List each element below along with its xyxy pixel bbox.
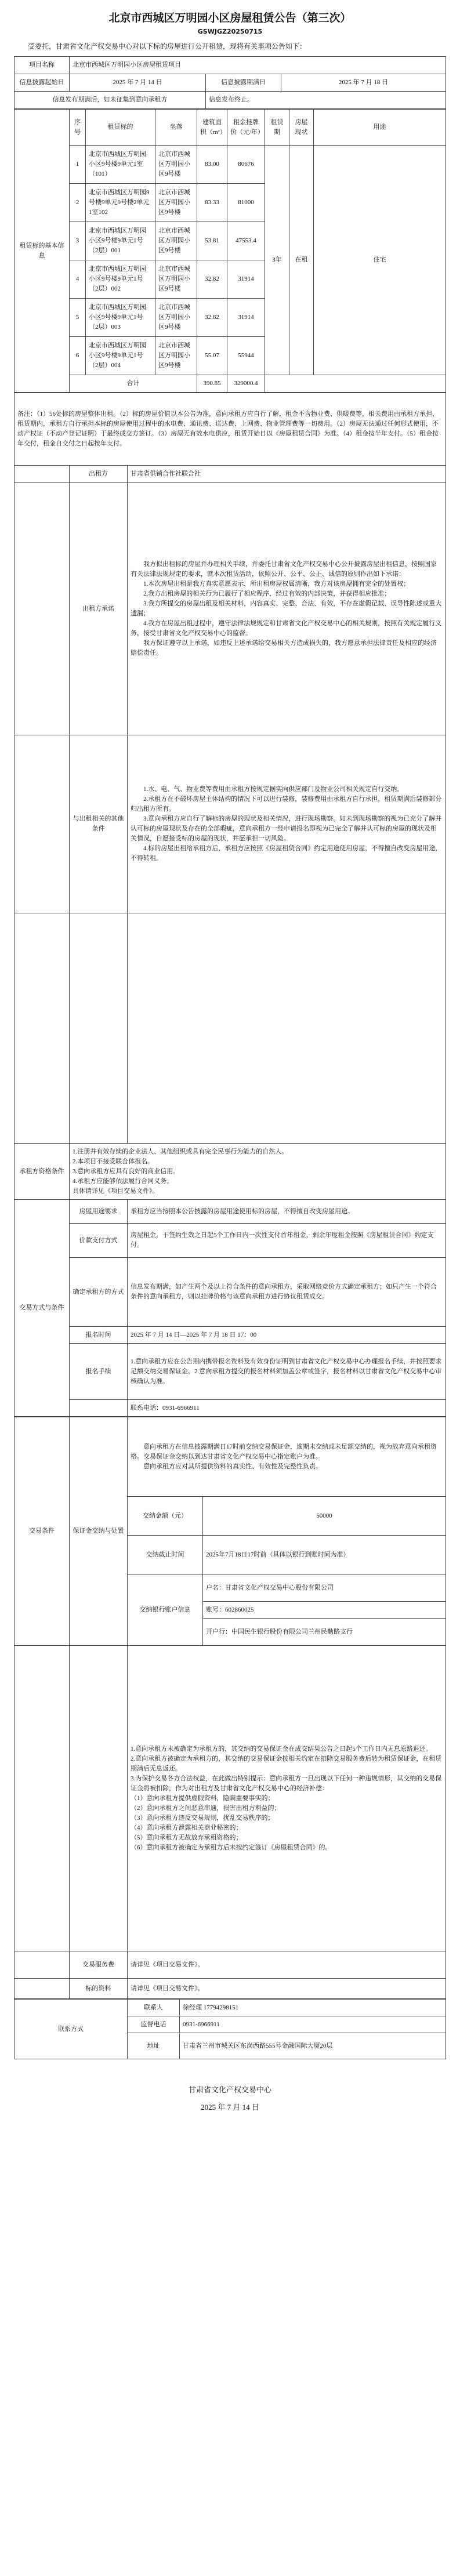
deposit-intro [128,1417,446,1497]
method-label: 确定承租方的方式 [70,1258,128,1327]
lease-status: 在租 [289,146,314,375]
address-value: 甘肃省兰州市城关区东岗西路555号金融国际大厦20层 [180,2033,446,2059]
materials-label: 标的资料 [70,1979,128,1999]
lease-header-cell: 租金挂牌价（元/年） [227,110,265,146]
lease-table [14,109,446,393]
row-location: 北京市西城区万明园小区9号楼 [155,184,197,222]
notes: 备注：（1）56处标的房屋整体出租。（2）标的房屋价值以本公告为准，意向承租方应自行了解，租金不含物业费、供暖费等，相关费用由承租方承担，租赁期内，承租方自行承担本标的房屋使用过程中的水电费、通讯费、送达费、上网费、物业管理费等一切费用。（2）房屋无法通过任何形式使用，不动产权证（不动产登记证明）于最终成交方签订。（3）房屋无有效水电供应，租赁开始日以《房屋租赁合同》为准。（4）租金按半年支付。（5）租金按年交付，租金自交付之日起按年支付。 [15,393,446,466]
service-fee-value: 请详见《项目交易文件》。 [128,1951,446,1979]
extend-value: 信息发布终止。 [206,92,446,109]
row-no: 6 [70,337,86,375]
commitment-paragraph: 4.我方在房屋出租过程中，遵守法律法规规定和甘肃省文化产权交易中心的相关规则，按照有关规定履行义务，接受甘肃省文化产权交易中心的监督。 [131,620,442,637]
deposit-clause: （2）意向承租方之间恶意串通，损害出租方利益的； [131,1804,281,1812]
row-area: 53.81 [197,222,227,260]
commitment-text [128,483,446,735]
notice-intro: 受委托，甘肃省文化产权交易中心对以下标的房屋进行公开租赁，现将有关事项公告如下： [28,42,307,50]
project-name-label: 项目名称 [15,57,70,74]
deposit-clauses [128,1646,446,1951]
lease-header-cell: 序号 [70,110,86,146]
notice-title: 北京市西城区万明园小区房屋租赁公告（第三次） [108,12,352,24]
other-paragraph: 2.承租方在不破坏房屋主体结构的情况下可以进行装修，装修费用由承租方自行承担，租赁期满后装修部分归出租方所有。 [131,796,442,812]
total-area: 390.85 [197,375,227,393]
qualification-paragraph: 1.注册并有效存续的企业法人、其他组织或具有完全民事行为能力的自然人。 [73,1148,288,1155]
lease-term: 3年 [265,146,289,375]
start-date-label: 信息披露起始日 [15,74,70,92]
notice-code: GSWJGZ20250715 [197,28,263,35]
supervision-value: 0931-6966911 [180,2016,446,2033]
footer-date: 2025 年 7 月 14 日 [201,2103,259,2111]
other-conditions-text [128,735,446,913]
row-location: 北京市西城区万明园小区9号楼 [155,337,197,375]
method-value: 信息发布期满，如产生两个及以上符合条件的意向承租方，采取网络竞价方式确定承租方；如只产生一个符合条件的意向承租方，则以挂牌价格与该意向承租方进行协议租赁成交。 [128,1258,446,1327]
reg-proc-label: 报名手续 [70,1344,128,1400]
deposit-group-label: 交易条件 [15,1417,70,1646]
deposit-deadline-label: 交纳截止时间 [128,1536,203,1574]
row-area: 83.33 [197,184,227,222]
row-price: 81000 [227,184,265,222]
address-label: 地址 [128,2033,180,2059]
payment-value: 房屋租金，于签约生效之日起5个工作日内一次性支付首年租金，剩余年度租金按照《房屋租赁合同》约定支付。 [128,1224,446,1258]
row-price: 47553.4 [227,222,265,260]
qualification-paragraph: 3.意向承租方应具有良好的商业信用。 [73,1167,180,1175]
deposit-paragraph: 意向承租方应对其所提供资料的真实性、有效性及完整性负责。 [143,1463,322,1470]
deposit-clause: 3.为保护交易各方合法权益，在此做出特别提示：意向承租方一旦出现以下任何一种违规情形，其交纳的交易保证金将被扣除，作为对出租方及甘肃省文化产权交易中心的经济补偿： [131,1775,442,1792]
basic-info-table [14,56,446,109]
start-date-value: 2025 年 7 月 14 日 [70,74,206,92]
row-area: 83.00 [197,146,227,184]
lease-header-row [15,110,446,146]
contact-value: 徐经理 17794298151 [180,2000,446,2016]
deposit-table [14,1417,446,1999]
extend-label: 信息发布期满后，如未征集到意向承租方 [15,92,206,109]
deposit-amount-label: 交纳金额（元） [128,1497,203,1536]
account-name: 户名：甘肃省文化产权交易中心股份有限公司 [203,1574,446,1602]
reg-time-label: 报名时间 [70,1327,128,1344]
deposit-amount-value: 50000 [203,1497,446,1536]
deposit-clause: 1.意向承租方未被确定为承租方的，其交纳的交易保证金在成交结果公告之日起5个工作日内无息原路退还。 [131,1745,432,1753]
use-req-value: 承租方应当按照本公告披露的房屋用途使用标的房屋，不得擅自改变房屋用途。 [128,1200,446,1224]
qualification-text [70,1144,446,1200]
row-name: 北京市西城区万明园小区9号楼9单元1号（2层）003 [86,299,155,337]
end-date-value: 2025 年 7 月 18 日 [281,74,446,92]
lease-header-cell: 坐落 [155,110,197,146]
notice-page [14,0,446,2116]
row-area: 32.82 [197,260,227,299]
lessor-label: 出租方 [70,466,128,483]
deposit-clause: （3）意向承租方违反交易规则，扰乱交易秩序的； [131,1814,274,1822]
other-paragraph: 4.标的房屋出租给承租方后，承租方应按照《房屋租赁合同》约定用途使用房屋，不得擅自改变房屋用途，不得转租。 [131,845,442,862]
row-area: 55.07 [197,337,227,375]
supervision-label: 监督电话 [128,2016,180,2033]
deposit-clause: 2.意向承租方被确定为承租方的，其交纳的交易保证金按相关约定在扣除交易服务费后转为租赁保证金，在租赁期满后无息返还。 [131,1755,442,1772]
reg-proc-value: 1.意向承租方应在公告期内携带报名资料及有效身份证明到甘肃省文化产权交易中心办理报名手续，并按照要求足额交纳交易保证金。2.意向承租方提交的报名材料须加盖公章或签字，报名材料以甘肃省文化产权交易中心审核确认为准。 [128,1344,446,1400]
row-no: 4 [70,260,86,299]
contact-label: 联系人 [128,2000,180,2016]
qualification-label: 承租方资格条件 [15,1144,70,1200]
lease-section-label: 租赁标的基本信息 [15,110,70,393]
payment-label: 价款支付方式 [70,1224,128,1258]
row-name: 北京市西城区万明园小区9号楼9单元1号（2层）004 [86,337,155,375]
lease-header-cell: 建筑面积（m²） [197,110,227,146]
row-name: 北京市西城区万明园9号楼9单元9号楼2单元1室102 [86,184,155,222]
table-row [15,146,446,184]
project-name-value: 北京市西城区万明园小区房屋租赁项目 [70,57,446,74]
deposit-deadline-value: 2025年7月18日17时前（具体以银行到账时间为准） [203,1536,446,1574]
lessor-value: 甘肃省供销合作社联合社 [128,466,446,483]
lease-header-cell: 房屋现状 [289,110,314,146]
row-location: 北京市西城区万明园小区9号楼 [155,146,197,184]
row-price: 31914 [227,299,265,337]
bank-label: 交纳银行账户信息 [128,1574,203,1646]
materials-value: 请详见《项目交易文件》。 [128,1979,446,1999]
commitment-paragraph: 我方保证遵守以上承诺，如违反上述承诺给交易相关方造成损失的，我方愿意承担法律责任及相应的经济赔偿责任。 [131,640,437,656]
end-date-label: 信息披露期满日 [206,74,281,92]
contact-group-label: 联系方式 [15,2000,128,2059]
reg-time-value: 2025 年 7 月 14 日—2025 年 7 月 18 日 17：00 [128,1327,446,1344]
total-row [15,375,446,393]
other-paragraph: 1.水、电、气、物业费等费用由承租方按规定据实向供应部门及物业公司相关规定自行交纳。 [143,786,404,793]
row-no: 2 [70,184,86,222]
qualification-paragraph: 2.本项目不接受联合体报名。 [73,1158,154,1165]
use-req-label: 房屋用途要求 [70,1200,128,1224]
other-paragraph: 3.意向承租方应自行了解标的房屋的现状及相关情况，进行现场勘察。如未到现场勘察的视为已充分了解并认可标的房屋现状及存在的全部瑕疵，意向承租方一经申请报名即视为已完全了解并认可标的房屋的现状及相关情况，自愿接受标的房屋的现状，并愿承担一切风险。 [131,815,442,842]
row-location: 北京市西城区万明园小区9号楼 [155,260,197,299]
deposit-clause: （4）意向承租方泄露相关商业秘密的； [131,1824,242,1831]
bank-name: 开户行：中国民生银行股份有限公司兰州民勤路支行 [203,1619,446,1646]
lease-header-cell: 租赁标的 [86,110,155,146]
service-fee-label: 交易服务费 [70,1951,128,1979]
contact-table [14,1999,446,2059]
row-price: 80676 [227,146,265,184]
row-price: 31914 [227,260,265,299]
row-price: 55944 [227,337,265,375]
lease-header-cell: 租赁期 [265,110,289,146]
row-no: 1 [70,146,86,184]
commitment-paragraph: 2.我方出租房屋的相关行为已履行了相应程序，经过有效的内部决策，并获得相应批准； [143,590,391,597]
total-price: 329000.4 [227,375,265,393]
footer-signature [14,2081,446,2116]
row-no: 3 [70,222,86,260]
deposit-clause: （5）意向承租方无故放弃承租资格的； [131,1834,242,1841]
qualification-paragraph: 具体请详见《项目交易文件》。 [73,1187,159,1195]
qualification-paragraph: 4.承租方应能够依法履行合同义务。 [73,1177,173,1185]
row-area: 32.82 [197,299,227,337]
reg-phone: 联系电话：0931-6966911 [128,1400,446,1417]
account-no: 账号：602860025 [203,1602,446,1619]
commitment-paragraph: 我方拟出租标的房屋并办理相关手续，并委托甘肃省文化产权交易中心公开披露房屋出租信息，按照国家有关法律法规规定的要求，就本次租赁活动，依照公开、公平、公正、诚信的原则作出如下承诺： [131,561,437,578]
lease-header-cell: 用途 [314,110,446,146]
terms-group-label: 交易方式与条件 [15,1200,70,1417]
detail-table [14,393,446,1417]
commitment-paragraph: 3.我方所提交的房屋出租及相关材料，内容真实、完整、合法、有效，不存在虚假记载、误导性陈述或重大遗漏； [131,600,442,617]
row-name: 北京市西城区万明园小区9号楼9单元1室（101） [86,146,155,184]
other-conditions-label: 与出租相关的其他条件 [70,735,128,913]
commitment-paragraph: 1.本次房屋出租是我方真实意愿表示，所出租房屋权属清晰，我方对该房屋拥有完全的处置权； [143,580,410,587]
row-name: 北京市西城区万明园小区9号楼9单元1号（2层）002 [86,260,155,299]
row-location: 北京市西城区万明园小区9号楼 [155,299,197,337]
row-location: 北京市西城区万明园小区9号楼 [155,222,197,260]
deposit-clause: （1）意向承租方提供虚假资料，隐瞒重要事实的； [131,1794,274,1802]
footer-org: 甘肃省文化产权交易中心 [188,2085,271,2094]
row-name: 北京市西城区万明园小区9号楼9单元1号（2层）001 [86,222,155,260]
deposit-clause: （6）意向承租方被确定为承租方后未按约定签订《房屋租赁合同》的。 [131,1844,332,1851]
commitment-label: 出租方承诺 [70,483,128,735]
lease-use: 住宅 [314,146,446,375]
row-no: 5 [70,299,86,337]
total-label: 合计 [70,375,197,393]
deposit-sub-label: 保证金交纳与处置 [70,1417,128,1646]
deposit-paragraph: 意向承租方在信息披露期满日17时前交纳交易保证金，逾期未交纳或未足额交纳的，视为放弃意向承租资格。交易保证金交纳以到达甘肃省文化产权交易中心指定账户为准。 [131,1443,437,1460]
